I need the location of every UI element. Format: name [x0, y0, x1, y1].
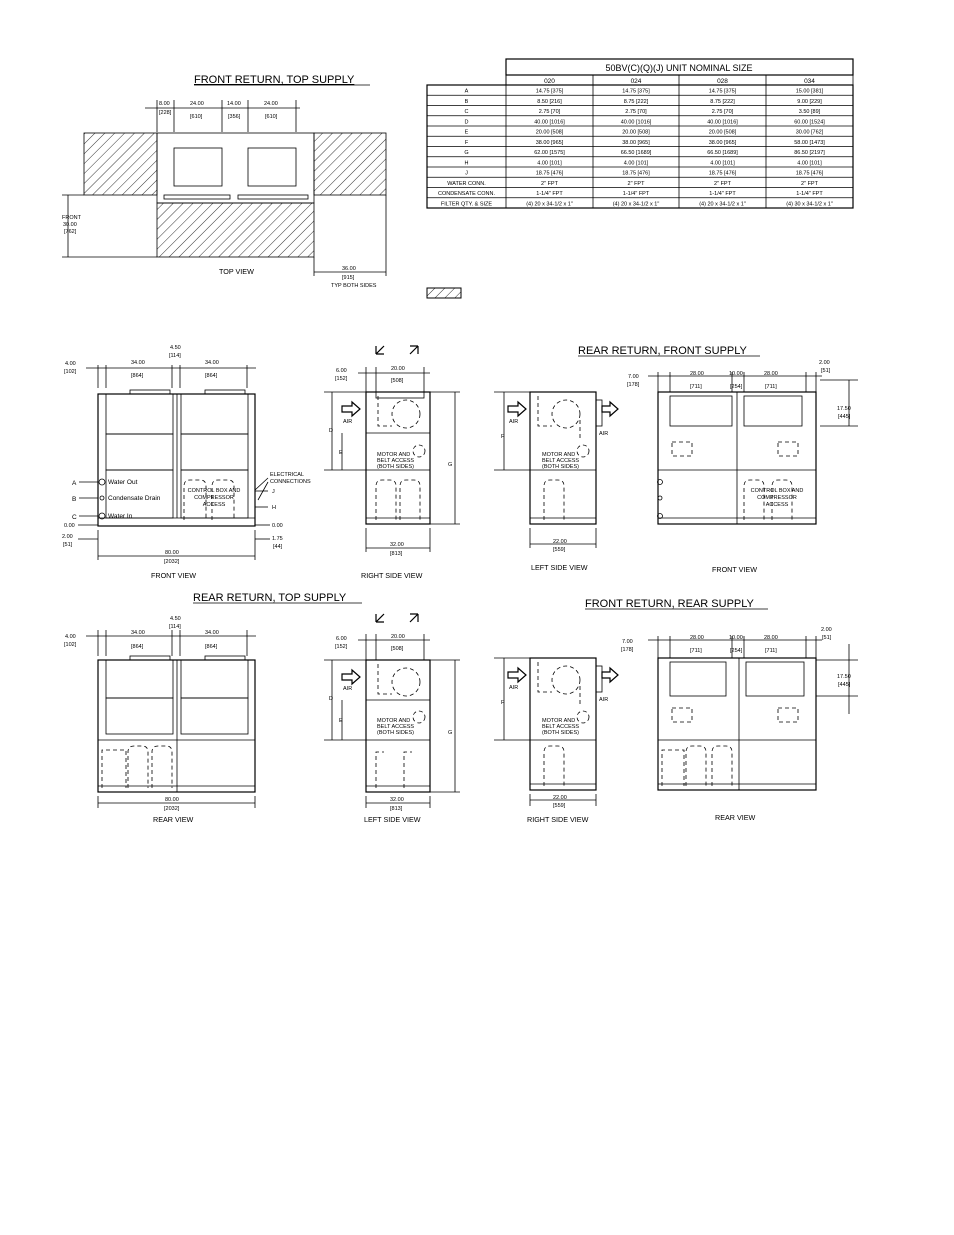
hatched-floor-right	[314, 133, 386, 195]
rrfs-heading: REAR RETURN, FRONT SUPPLY	[578, 345, 747, 357]
elec-label-2: CONNECTIONS	[270, 479, 311, 485]
front-dim-value: 30.00	[63, 222, 77, 228]
conn-letter-b: B	[72, 496, 77, 503]
supply-arrow-1	[376, 346, 384, 354]
fv1-dim-p2-metric: [864]	[205, 373, 218, 379]
hatched-area-legend-swatch	[427, 288, 461, 298]
rs1-letter-e: E	[339, 450, 343, 456]
table-cell: 2" FPT	[541, 180, 558, 187]
rrts-width-value: 80.00	[165, 797, 179, 803]
rrts-dim-mid-value: 4.50	[170, 616, 181, 622]
rrfs-front-caption: FRONT VIEW	[712, 565, 757, 574]
table-cell: 40.00 [1016]	[620, 119, 652, 126]
rrts-width-metric: [2032]	[164, 806, 180, 812]
table-cell: 66.50 [1689]	[707, 150, 738, 157]
frrs-depth-metric: [559]	[553, 803, 566, 809]
table-cell: 20.00 [508]	[708, 129, 737, 136]
rrfs-dim-o1-value: 28.00	[690, 371, 704, 377]
fv1-base-r-value: 1.75	[272, 536, 283, 542]
rs1-depth-metric: [813]	[390, 551, 403, 557]
rs1-motor-label-2: BELT ACCESS	[377, 458, 415, 464]
table-row-label: WATER CONN.	[447, 180, 486, 187]
fv1-dim-mid-metric: [114]	[169, 353, 181, 359]
frrs-dim-gap-metric: [254]	[730, 648, 743, 654]
frrs-dim-right-value: 2.00	[821, 627, 832, 633]
table-size-header: 028	[717, 78, 728, 85]
fv1-base-l-metric: [51]	[63, 542, 73, 548]
supply-arrow-2	[410, 346, 418, 354]
water-out-port	[99, 479, 105, 485]
frrs-letter-f: F	[501, 700, 505, 706]
rrts-letter-e: E	[339, 718, 343, 724]
rrfs-motor-label-2: BELT ACCESS	[542, 458, 580, 464]
top-view-caption: TOP VIEW	[219, 267, 254, 276]
table-cell: 38.00 [965]	[708, 139, 737, 146]
hatched-floor-left	[84, 133, 157, 195]
rs1-motor-label-1: MOTOR AND	[377, 452, 411, 458]
side-dim-value: 36.00	[342, 266, 356, 272]
table-cell: 2.75 [70]	[538, 109, 561, 116]
rrts-motor-label-2: BELT ACCESS	[377, 724, 415, 730]
table-cell: 14.75 [375]	[535, 88, 564, 95]
table-cell: 18.75 [476]	[708, 170, 737, 177]
unit-outline-top	[157, 133, 314, 203]
rrts-letter-g: G	[448, 730, 453, 736]
supply-opening-left	[174, 148, 222, 186]
table-cell: 2" FPT	[627, 180, 645, 187]
rrts-rear-caption: REAR VIEW	[153, 815, 194, 824]
table-cell: 4.00 [101]	[710, 160, 735, 167]
rrts-side-dim-left-value: 6.00	[336, 636, 347, 642]
fv1-dim-p2-value: 34.00	[205, 360, 219, 366]
table-size-header: 034	[804, 78, 815, 85]
table-cell: 4.00 [101]	[797, 160, 822, 167]
rrfs-dim-o2-metric: [711]	[765, 384, 777, 390]
rrts-motor-label-1: MOTOR AND	[377, 718, 411, 724]
table-cell: 2" FPT	[801, 180, 818, 187]
nominal-size-table	[427, 59, 853, 208]
rrfs-air-in-arrow	[508, 402, 526, 416]
fv1-control-label-2: COMPRESSOR	[194, 495, 234, 501]
rs1-depth-value: 32.00	[390, 542, 404, 548]
rrfs-dim-left-value: 7.00	[628, 374, 639, 380]
supply-opening-right	[248, 148, 296, 186]
rs1-air-arrow	[342, 402, 360, 416]
dim-24a-value: 24.00	[190, 101, 204, 107]
frrs-rear-caption: REAR VIEW	[715, 813, 756, 822]
top-view-dim-chain	[145, 100, 300, 132]
rrts-dim-p1-value: 34.00	[131, 630, 145, 636]
frrs-dim-o2-metric: [711]	[765, 648, 777, 654]
table-cell: 40.00 [1016]	[534, 119, 565, 126]
table-cell: 14.75 [375]	[622, 88, 650, 95]
frrs-side-caption: RIGHT SIDE VIEW	[527, 815, 589, 824]
rrfs-height-value: 17.50	[837, 406, 851, 412]
frrs-dim-left-metric: [178]	[621, 647, 634, 653]
table-cell: 1-1/4" FPT	[622, 191, 650, 198]
rrfs-supply-opening-right	[744, 396, 802, 426]
rrts-depth-value: 32.00	[390, 797, 404, 803]
fv1-unit-body	[98, 394, 255, 526]
dim-14-value: 14.00	[227, 101, 241, 107]
frrs-supply-opening-right	[746, 662, 804, 696]
table-cell: 4.00 [101]	[623, 160, 649, 167]
table-cell: (4) 20 x 34-1/2 x 1"	[526, 201, 573, 208]
fv1-zero-right: 0.00	[272, 523, 283, 529]
fv1-dim-p1-value: 34.00	[131, 360, 145, 366]
frrs-air-in-label: AIR	[509, 685, 519, 691]
rrfs-dim-right-metric: [51]	[821, 368, 831, 374]
table-cell: 18.75 [476]	[795, 170, 824, 177]
table-row-label: C	[464, 109, 469, 116]
fv1-zero-left: 0.00	[64, 523, 75, 529]
water-out-label: Water Out	[108, 479, 138, 486]
frrs-height-metric: [445]	[838, 682, 851, 688]
table-cell: 14.75 [375]	[708, 88, 737, 95]
table-cell: 1-1/4" FPT	[709, 191, 736, 198]
table-size-header: 020	[544, 78, 555, 85]
top-view-heading: FRONT RETURN, TOP SUPPLY	[194, 74, 355, 86]
rrts-dim-mid-metric: [114]	[169, 624, 181, 630]
rs1-motor-label-3: (BOTH SIDES)	[377, 464, 414, 470]
fv1-base-r-metric: [44]	[273, 544, 283, 550]
table-cell: 8.75 [222]	[623, 98, 649, 105]
table-cell: 2" FPT	[714, 180, 731, 187]
rrts-dim-p2-metric: [864]	[205, 644, 218, 650]
rrfs-supply-opening-left	[670, 396, 732, 426]
elec-label-1: ELECTRICAL	[270, 472, 304, 478]
rrts-side-dim-left-metric: [152]	[335, 644, 348, 650]
hatched-floor-front	[157, 203, 314, 257]
frrs-motor-label-2: BELT ACCESS	[542, 724, 580, 730]
frrs-dim-left-value: 7.00	[622, 639, 633, 645]
table-cell: 38.00 [965]	[622, 139, 650, 146]
table-cell: 9.00 [229]	[797, 98, 822, 105]
table-cell: 1-1/4" FPT	[536, 191, 563, 198]
rrfs-dim-left-metric: [178]	[627, 382, 640, 388]
rrts-heading: REAR RETURN, TOP SUPPLY	[193, 592, 347, 604]
rrfs-dim-gap-value: 10.00	[729, 371, 743, 377]
table-cell: 18.75 [476]	[622, 170, 650, 177]
conn-letter-a: A	[72, 480, 77, 487]
rrfs-air-out-arrow	[602, 402, 618, 416]
table-size-header: 024	[630, 78, 642, 85]
rrts-side-caption: LEFT SIDE VIEW	[364, 815, 421, 824]
rrfs-air-out-label: AIR	[599, 431, 609, 437]
rrts-rear-body	[98, 660, 255, 792]
fv1-dim-p1-metric: [864]	[131, 373, 144, 379]
rrfs-letter-f: F	[501, 434, 505, 440]
condensate-drain-label: Condensate Drain	[108, 495, 161, 502]
table-cell: (4) 20 x 34-1/2 x 1"	[699, 201, 746, 208]
frrs-height-value: 17.50	[837, 674, 851, 680]
front-return-rear-supply	[494, 598, 858, 824]
table-row-label: FILTER QTY. & SIZE	[440, 201, 493, 208]
table-cell: 62.00 [1575]	[534, 150, 565, 157]
table-cell: 40.00 [1016]	[707, 119, 738, 126]
rs1-dim-left-metric: [152]	[335, 376, 348, 382]
rrts-dim-left-metric: [102]	[64, 642, 77, 648]
table-cell: 15.00 [381]	[795, 88, 824, 95]
table-cell: 1-1/4" FPT	[796, 191, 823, 198]
elec-letter-h: H	[272, 505, 276, 511]
frrs-dim-gap-value: 10.00	[729, 635, 743, 641]
dim-8-value: 8.00	[159, 101, 170, 107]
frrs-dim-o1-metric: [711]	[690, 648, 702, 654]
frrs-depth-value: 22.00	[553, 795, 567, 801]
rs1-air-label: AIR	[343, 419, 353, 425]
table-cell: 8.75 [222]	[710, 98, 735, 105]
table-cell: 2.75 [70]	[625, 109, 647, 116]
table-row-label: E	[464, 129, 469, 136]
frrs-heading: FRONT RETURN, REAR SUPPLY	[585, 598, 754, 610]
rrfs-dim-gap-metric: [254]	[730, 384, 743, 390]
frrs-motor-label-3: (BOTH SIDES)	[542, 730, 579, 736]
rrfs-dim-o2-value: 28.00	[764, 371, 778, 377]
rs1-caption: RIGHT SIDE VIEW	[361, 571, 423, 580]
rrts-depth-metric: [813]	[390, 806, 403, 812]
table-row-label: J	[465, 170, 468, 177]
table-cell: 4.00 [101]	[537, 160, 562, 167]
rrfs-side-caption: LEFT SIDE VIEW	[531, 563, 588, 572]
top-view	[62, 74, 386, 289]
table-title: 50BV(C)(Q)(J) UNIT NOMINAL SIZE	[605, 63, 753, 73]
rrts-motor-label-3: (BOTH SIDES)	[377, 730, 414, 736]
fv1-width-value: 80.00	[165, 550, 179, 556]
table-cell: 2.75 [70]	[711, 109, 734, 116]
rs1-letter-d: D	[329, 428, 333, 434]
table-cell: 18.75 [476]	[535, 170, 564, 177]
fv1-dim-left-value: 4.00	[65, 361, 76, 367]
table-row-label: F	[464, 139, 469, 146]
frrs-air-out-label: AIR	[599, 697, 609, 703]
fv1-base-l-value: 2.00	[62, 534, 73, 540]
table-cell: (4) 30 x 34-1/2 x 1"	[786, 201, 833, 208]
table-cell: 60.00 [1524]	[794, 119, 825, 126]
rrts-dim-p2-value: 34.00	[205, 630, 219, 636]
rrts-dim-left-value: 4.00	[65, 634, 76, 640]
table-cell: 58.00 [1473]	[794, 139, 825, 146]
frrs-motor-label-1: MOTOR AND	[542, 718, 576, 724]
fv1-width-metric: [2032]	[164, 559, 180, 565]
side-dim-metric: [915]	[342, 275, 355, 281]
rear-return-top-supply	[64, 592, 460, 824]
filter-rail-right	[238, 195, 308, 199]
frrs-dim-o1-value: 28.00	[690, 635, 704, 641]
frrs-dim-right-metric: [51]	[822, 635, 832, 641]
condensate-drain-port	[100, 496, 104, 500]
rrfs-depth-metric: [559]	[553, 547, 566, 553]
dim-14-metric: [356]	[228, 114, 241, 120]
side-note: TYP BOTH SIDES	[331, 283, 377, 289]
water-in-label: Water In	[108, 513, 133, 520]
table-cell: (4) 20 x 34-1/2 x 1"	[612, 201, 660, 208]
rrfs-motor-label-1: MOTOR AND	[542, 452, 576, 458]
fv1-control-label-1: CONTROL BOX AND	[187, 488, 241, 494]
right-side-view-1	[324, 346, 460, 580]
table-row-label: H	[464, 160, 469, 167]
fv1-dim-mid-value: 4.50	[170, 345, 181, 351]
front-dim-metric: [762]	[64, 229, 77, 235]
rrfs-control-label-3: ACCESS	[765, 502, 789, 508]
table-row-label: B	[464, 98, 469, 105]
dim-24a-metric: [610]	[190, 114, 203, 120]
rrfs-control-label-1: CONTROL BOX AND	[750, 488, 804, 494]
rs1-letter-g: G	[448, 462, 453, 468]
table-cell: 30.00 [762]	[795, 129, 824, 136]
table-cell: 20.00 [508]	[622, 129, 650, 136]
frrs-dim-o2-value: 28.00	[764, 635, 778, 641]
table-cell: 66.50 [1689]	[620, 150, 652, 157]
rrts-letter-d: D	[329, 696, 333, 702]
rrts-side-dim-top-metric: [508]	[391, 646, 404, 652]
fv1-caption: FRONT VIEW	[151, 571, 196, 580]
table-row-label: D	[464, 119, 469, 126]
table-row-label: G	[464, 150, 469, 157]
table-cell: 8.50 [216]	[537, 98, 562, 105]
rrts-side-dim-top-value: 20.00	[391, 634, 405, 640]
front-label: FRONT	[62, 215, 81, 221]
dim-24b-value: 24.00	[264, 101, 278, 107]
frrs-supply-opening-left	[670, 662, 726, 696]
rrfs-height-metric: [445]	[838, 414, 851, 420]
filter-rail-left	[164, 195, 230, 199]
table-cell: 86.50 [2197]	[794, 150, 825, 157]
frrs-rear-body	[658, 658, 816, 790]
rrts-dim-p1-metric: [864]	[131, 644, 144, 650]
table-cell: 20.00 [508]	[535, 129, 564, 136]
table-cell: 38.00 [965]	[535, 139, 564, 146]
table-row-label: CONDENSATE CONN.	[437, 191, 496, 198]
rrfs-control-label-2: COMPRESSOR	[757, 495, 797, 501]
rs1-dim-left-value: 6.00	[336, 368, 347, 374]
rrfs-air-in-label: AIR	[509, 419, 519, 425]
rrfs-motor-label-3: (BOTH SIDES)	[542, 464, 579, 470]
conn-letter-c: C	[72, 514, 77, 521]
fv1-control-label-3: ACCESS	[202, 502, 226, 508]
rrfs-dim-right-value: 2.00	[819, 360, 830, 366]
front-view-1	[62, 345, 311, 580]
fv1-dim-left-metric: [102]	[64, 369, 77, 375]
rrts-air-label: AIR	[343, 686, 353, 692]
rrfs-dim-o1-metric: [711]	[690, 384, 702, 390]
rear-return-front-supply	[494, 345, 858, 574]
rrfs-depth-value: 22.00	[553, 539, 567, 545]
rs1-dim-top-metric: [508]	[391, 378, 404, 384]
dim-8-metric: [228]	[159, 110, 172, 116]
rs1-dim-top-value: 20.00	[391, 366, 405, 372]
table-row-label: A	[464, 88, 469, 95]
dim-24b-metric: [610]	[265, 114, 278, 120]
table-cell: 3.50 [89]	[798, 109, 821, 116]
elec-letter-j: J	[272, 489, 275, 495]
